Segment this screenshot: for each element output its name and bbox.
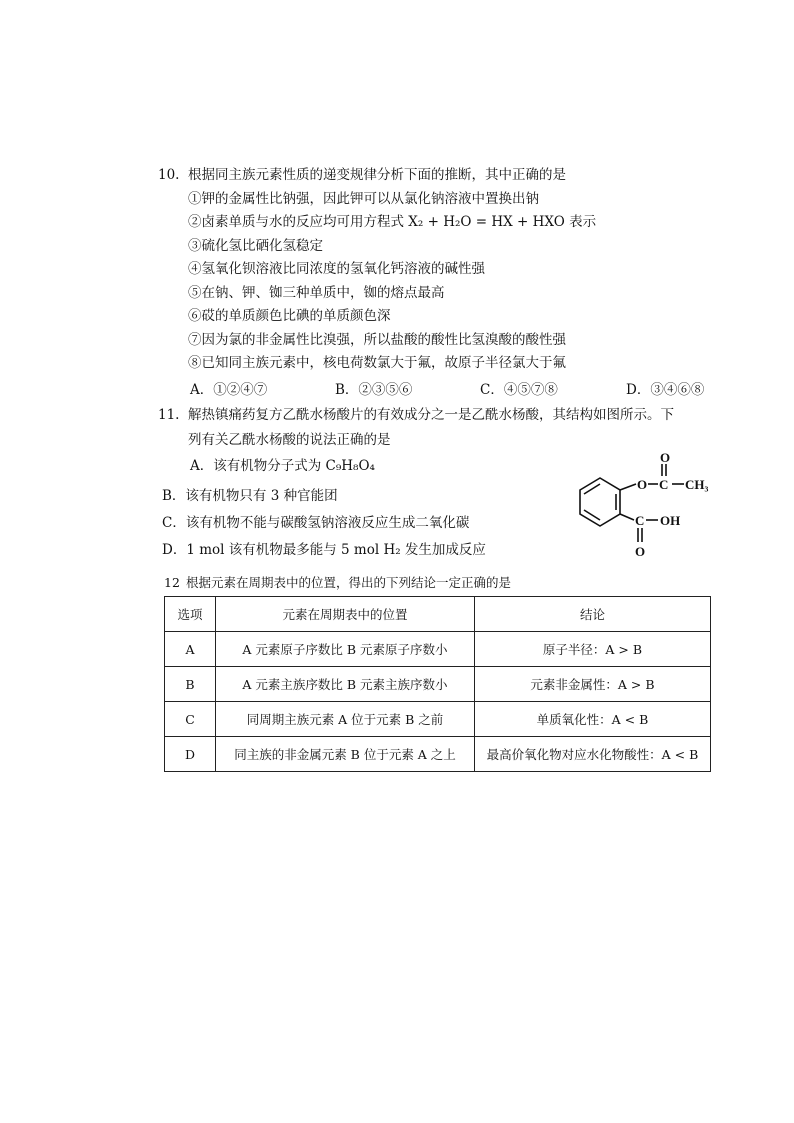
- q10-option-b: B．②③⑤⑥: [335, 382, 413, 398]
- q10-item: ⑥砹的单质颜色比碘的单质颜色深: [188, 308, 391, 324]
- q10-item: ⑦因为氯的非金属性比溴强，所以盐酸的酸性比氢溴酸的酸性强: [188, 332, 566, 348]
- table-cell: C: [165, 702, 216, 737]
- hydroxyl-label: OH: [660, 513, 681, 528]
- q10-number: 10.: [158, 167, 180, 183]
- benzene-ring: [580, 478, 620, 526]
- header-position: 元素在周期表中的位置: [216, 597, 475, 632]
- q12-number: 12: [164, 575, 180, 590]
- q11-stem-line1: 解热镇痛药复方乙酰水杨酸片的有效成分之一是乙酰水杨酸，其结构如图所示。下: [188, 407, 674, 423]
- carbonyl-oxygen-label: O: [660, 452, 671, 465]
- ester-oxygen-label: O: [637, 477, 648, 492]
- acetylsalicylic-acid-structure: [560, 452, 720, 564]
- q10-option-c: C．④⑤⑦⑧: [480, 382, 558, 398]
- table-cell: A 元素主族序数比 B 元素主族序数小: [216, 667, 475, 702]
- q10-option-d: D．③④⑥⑧: [626, 382, 705, 398]
- table-row: [165, 737, 711, 772]
- carboxyl-carbon-label: C: [635, 513, 645, 528]
- table-cell: A: [165, 632, 216, 667]
- header-conclusion: 结论: [475, 597, 711, 632]
- q11-number: 11.: [158, 407, 180, 423]
- q10-options: [190, 378, 710, 396]
- element-position-table: [164, 596, 711, 772]
- table-cell: 同主族的非金属元素 B 位于元素 A 之上: [216, 737, 475, 772]
- table-cell: 元素非金属性：A > B: [475, 667, 711, 702]
- table-cell: A 元素原子序数比 B 元素原子序数小: [216, 632, 475, 667]
- acetyl-carbon-label: C: [659, 477, 669, 492]
- q10-stem: 根据同主族元素性质的递变规律分析下面的推断，其中正确的是: [188, 167, 566, 183]
- table-cell: B: [165, 667, 216, 702]
- methyl-label: CH₃: [685, 477, 709, 492]
- q12-stem: 根据元素在周期表中的位置，得出的下列结论一定正确的是: [186, 575, 512, 590]
- table-header-row: [165, 597, 711, 632]
- q10-item: ④氢氧化钡溶液比同浓度的氢氧化钙溶液的碱性强: [188, 261, 485, 277]
- table-cell: 原子半径：A > B: [475, 632, 711, 667]
- q11-stem-line2: 列有关乙酰水杨酸的说法正确的是: [188, 432, 391, 448]
- q11-option-b: B．该有机物只有 3 种官能团: [162, 488, 338, 504]
- table-row: [165, 667, 711, 702]
- carboxyl-oxygen-label: O: [635, 544, 646, 559]
- q10-item: ①钾的金属性比钠强，因此钾可以从氯化钠溶液中置换出钠: [188, 191, 539, 207]
- table-cell: 同周期主族元素 A 位于元素 B 之前: [216, 702, 475, 737]
- q10-item: ⑤在钠、钾、铷三种单质中，铷的熔点最高: [188, 285, 445, 301]
- q11-option-a: A．该有机物分子式为 C₉H₈O₄: [190, 458, 375, 474]
- q10-item: ③硫化氢比硒化氢稳定: [188, 238, 323, 254]
- table-cell: D: [165, 737, 216, 772]
- q10-item: ⑧已知同主族元素中，核电荷数氯大于氟，故原子半径氯大于氟: [188, 355, 566, 371]
- q11-option-c: C．该有机物不能与碳酸氢钠溶液反应生成二氧化碳: [162, 515, 470, 531]
- q10-option-a: A．①②④⑦: [190, 382, 268, 398]
- table-cell: 最高价氧化物对应水化物酸性：A < B: [475, 737, 711, 772]
- table-row: [165, 702, 711, 737]
- table-row: [165, 632, 711, 667]
- table-cell: 单质氧化性：A < B: [475, 702, 711, 737]
- q10-item: ②卤素单质与水的反应均可用方程式 X₂ + H₂O = HX + HXO 表示: [188, 214, 597, 230]
- q11-option-d: D．1 mol 该有机物最多能与 5 mol H₂ 发生加成反应: [162, 542, 486, 558]
- header-option: 选项: [165, 597, 216, 632]
